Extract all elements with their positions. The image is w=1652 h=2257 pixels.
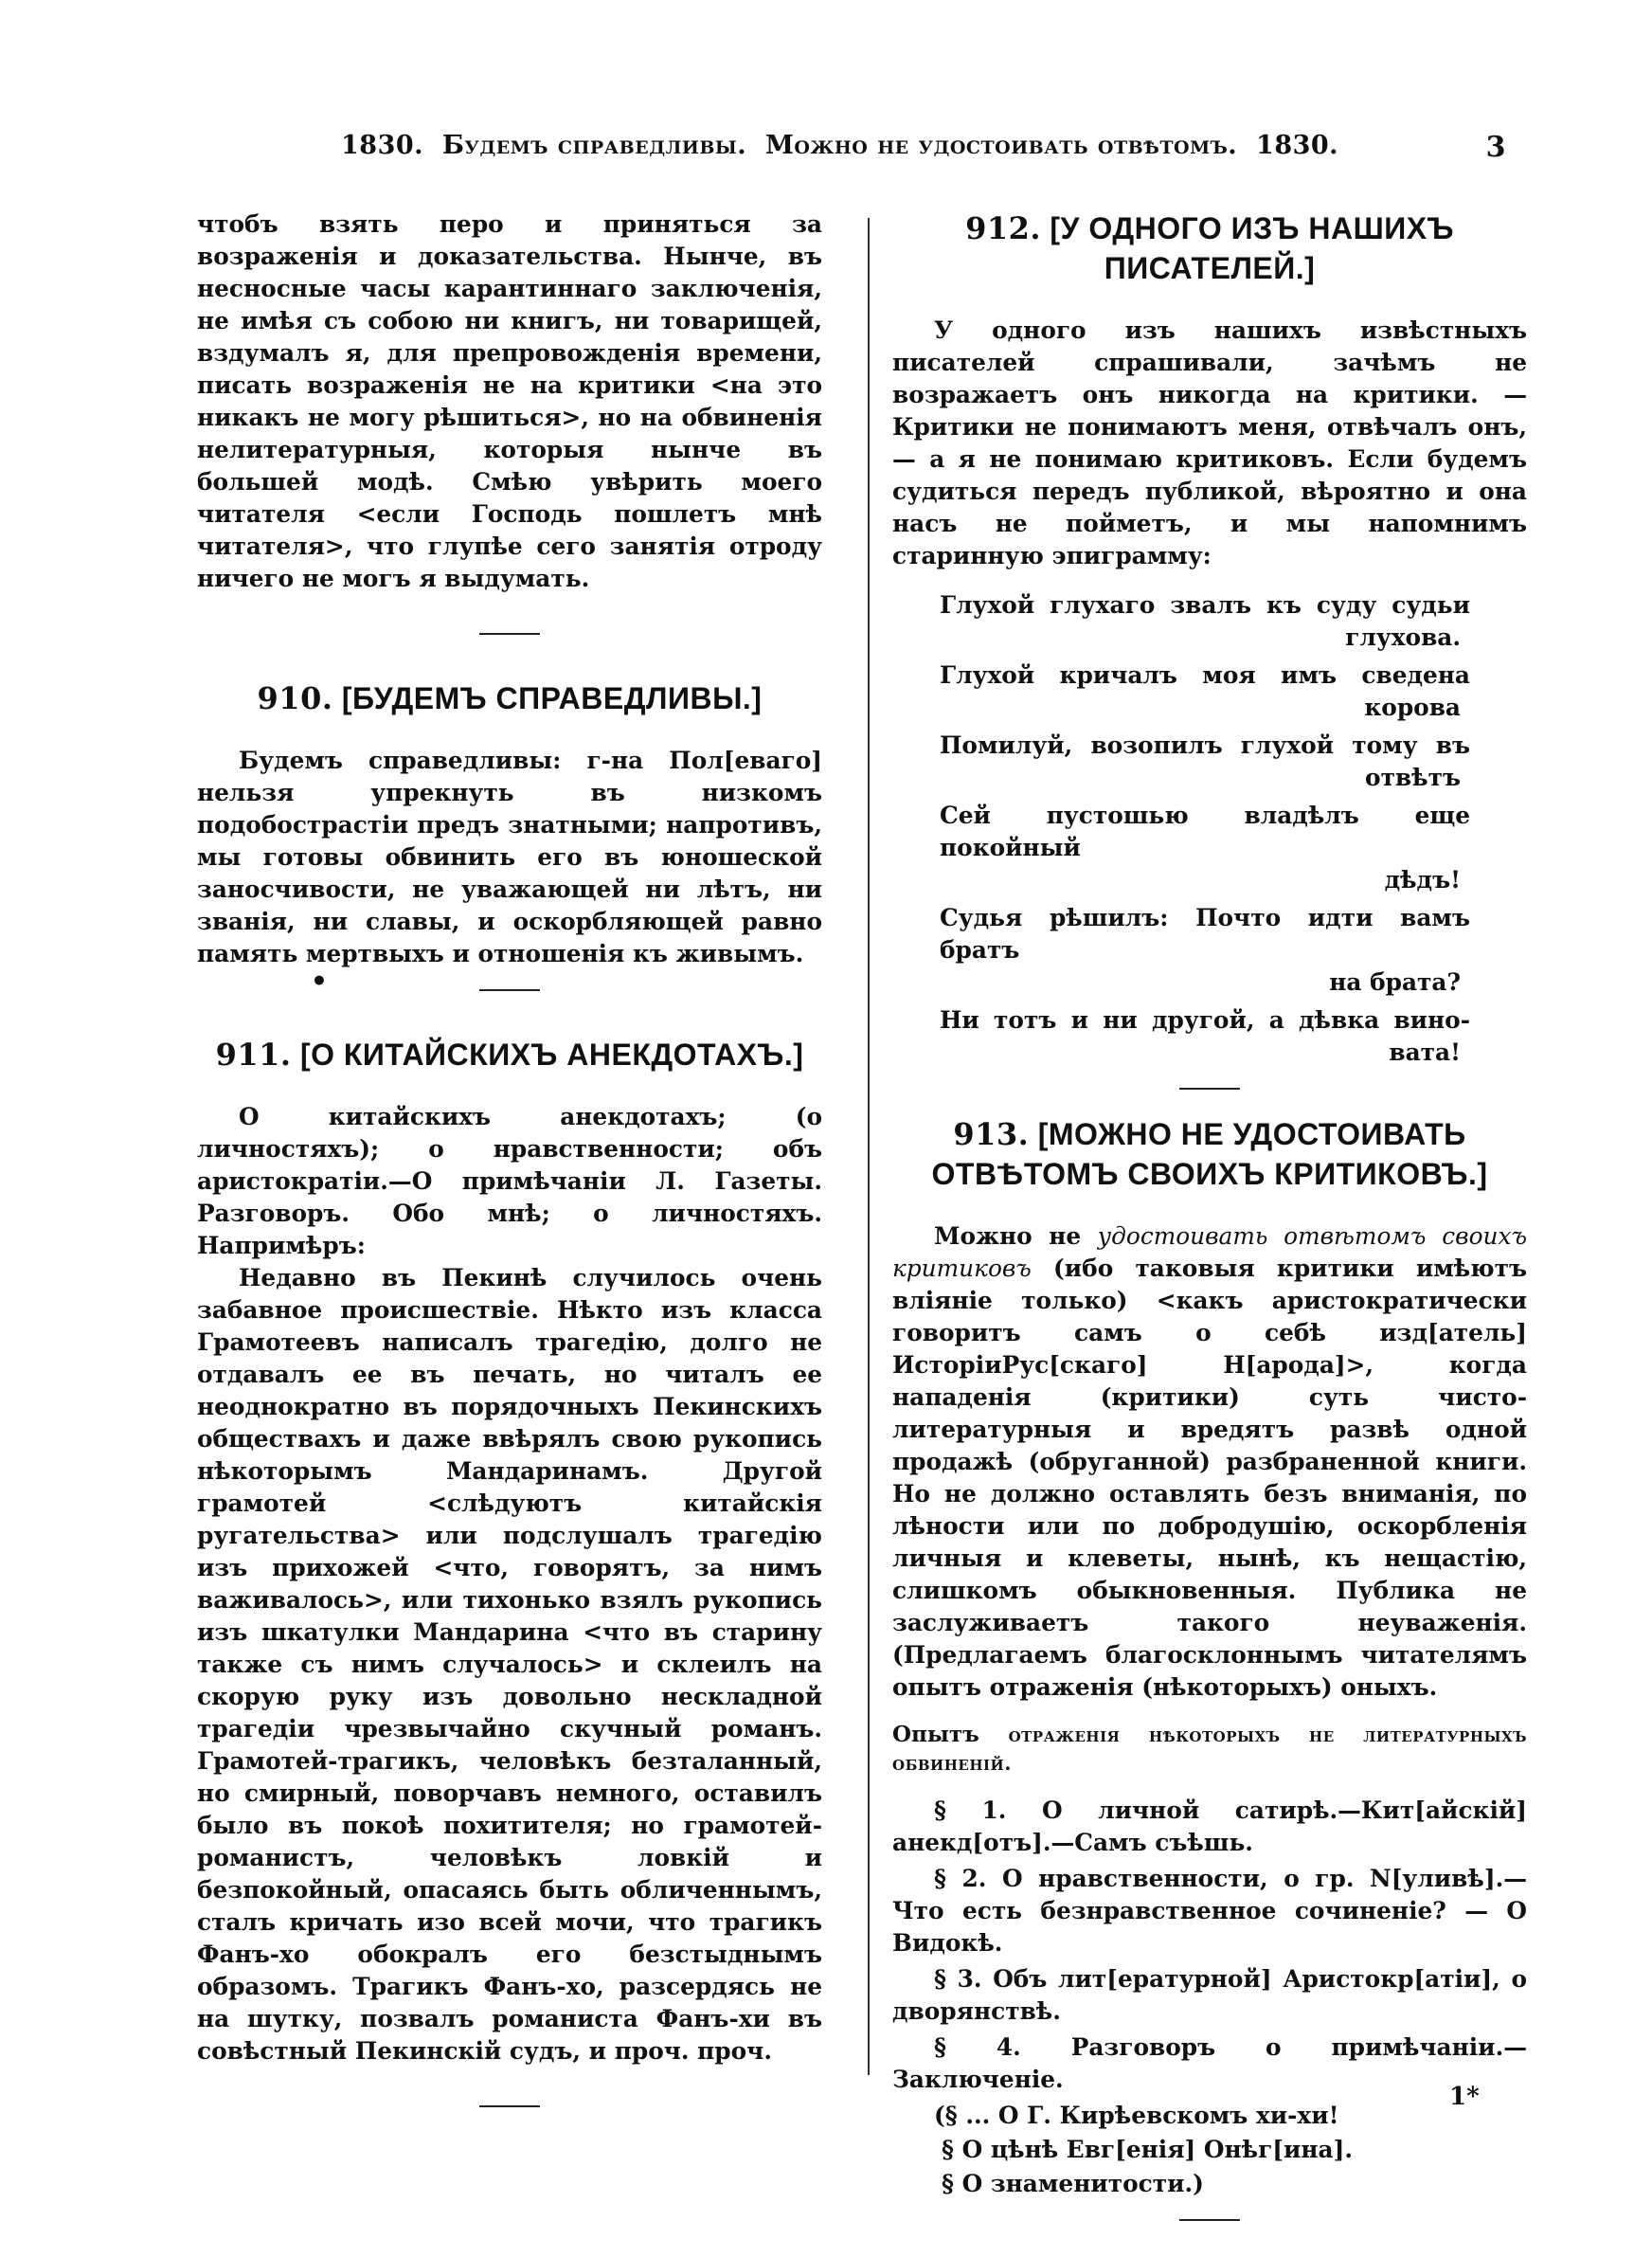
header-title xyxy=(341,131,1338,160)
signature-mark: 1* xyxy=(1449,2083,1480,2111)
poem-line-main: Помилуй, возопилъ глухой тому въ xyxy=(940,731,1470,759)
section-911-story: Недавно въ Пекинѣ случилось очень забавное происшествіе. Нѣкто изъ класса Грамотеевъ написалъ трагедію, долго не отдавалъ ее въ печать, но читалъ ее неоднократно въ порядочныхъ Пекинскихъ обществахъ и даже ввѣрялъ свою рукопись нѣкоторымъ Мандаринамъ. Другой грамотей <слѣдуютъ китайскія ругательства> или подслушалъ трагедію изъ прихожей <что, говорятъ, за нимъ важивалось>, или тихонько взялъ рукопись изъ шкатулки Мандарина <что въ старину также съ нимъ случалось> и склеилъ на скорую руку изъ довольно нескладной трагедіи чрезвычайно скучный романъ. Грамотей-трагикъ, человѣкъ безталанный, но смирный, поворчавъ немного, оставилъ было въ покоѣ похитителя; но грамотей-романистъ, человѣкъ ловкій и безпокойный, опасаясь быть обличеннымъ, сталъ кричать изо всей мочи, что трагикъ Фанъ-хо обокралъ его безстыднымъ образомъ. Трагикъ Фанъ-хо, разсердясь не на шутку, позвалъ романиста Фанъ-хи въ совѣстный Пекинскій судъ, и проч. проч. xyxy=(197,1264,822,2065)
outline-item: § 3. Объ лит[ературной] Аристокр[атіи], о дворянствѣ. xyxy=(892,1965,1527,2025)
poem-line xyxy=(940,659,1470,724)
section-911-title xyxy=(197,1035,822,1074)
section-913-title xyxy=(892,1114,1527,1194)
section-912-number: 912. xyxy=(965,210,1041,246)
section-separator xyxy=(479,989,540,991)
poem-line xyxy=(940,730,1470,794)
section-911-plan: О китайскихъ анекдотахъ; (о личностяхъ); о нравственности; объ аристократіи.—О примѣчаніи Л. Газеты. Разговоръ. Обо мнѣ; о личностяхъ. Напримѣръ: xyxy=(197,1103,822,1259)
poem-line-end: глухова. xyxy=(1345,623,1461,651)
outline-parenthetical xyxy=(934,2100,1527,2200)
poem-line-main: Глухой глухаго звалъ къ суду судьи xyxy=(940,591,1470,619)
section-separator xyxy=(1179,2219,1240,2221)
section-910-number: 910. xyxy=(257,680,333,716)
section-910-text: Будемъ справедливы: г-на Пол[еваго] нельзя упрекнуть въ низкомъ подобострастіи предъ знатными; напротивъ, мы готовы обвинить его въ юношеской заносчивости, не уважающей ни лѣтъ, ни званія, ни славы, и оскорбляющей равно память мертвыхъ и отношенія къ живымъ. xyxy=(197,747,822,967)
poem-line-end: на брата? xyxy=(1329,968,1461,996)
section-separator xyxy=(479,633,540,635)
section-913-text-b: (ибо таковыя критики имѣютъ вліяніе только) <какъ аристократически говоритъ самъ о себѣ изд[атель] ИсторіиРус[скаго] Н[арода]>, когда нападенія (критики) суть чисто-литературныя и вредятъ развѣ одной продажѣ (обруганной) разбраненной книги. Но не должно оставлять безъ вниманія, по лѣности или по добродушію, оскорбленія личныя и клеветы, нынѣ, къ нещастію, слишкомъ обыкновенныя. Публика не заслуживаетъ такого неуваженія. (Предлагаемъ благосклоннымъ читателямъ опытъ отраженія (нѣкоторыхъ) оныхъ. xyxy=(892,1255,1527,1701)
header-title-a: Будемъ справедливы. xyxy=(441,131,747,160)
section-separator xyxy=(1179,1088,1240,1090)
poem-line-main: Глухой кричалъ моя имъ сведена xyxy=(940,661,1470,689)
section-911-heading: [О КИТАЙСКИХЪ АНЕКДОТАХЪ.] xyxy=(299,1038,804,1072)
section-913-text-italic: удостоивать отвѣтомъ своихъ критиковъ xyxy=(892,1222,1528,1282)
subheading-rest: отраженія нѣкоторыхъ не литературныхъ обвиненій. xyxy=(892,1723,1527,1775)
outline-item: § 4. Разговоръ о примѣчаніи.—Заключеніе. xyxy=(892,2033,1527,2093)
outline-paren-item: (§ ... О Г. Кирѣевскомъ хи-хи! xyxy=(934,2102,1339,2129)
poem-line-end: корова xyxy=(1364,694,1461,721)
outline-item: § 1. О личной сатирѣ.—Кит[айскій] анекд[отъ].—Самъ съѣшь. xyxy=(892,1797,1527,1856)
poem-line xyxy=(940,902,1470,999)
header-year-right: 1830. xyxy=(1256,131,1339,160)
poem-line-main: Ни тотъ и ни другой, а дѣвка вино- xyxy=(940,1006,1470,1034)
poem-line xyxy=(940,800,1470,896)
refutation-subheading xyxy=(892,1721,1527,1778)
section-912-heading: [У ОДНОГО ИЗЪ НАШИХЪ ПИСАТЕЛЕЙ.] xyxy=(1050,211,1454,285)
poem-line-main: Сей пустошью владѣлъ еще покойный xyxy=(940,802,1470,861)
intro-paragraph: чтобъ взять перо и приняться за возраженія и доказательства. Нынче, въ несносные часы карантиннаго заключенія, не имѣя съ собою ни книгъ, ни товарищей, вздумалъ я, для препровожденія времени, писать возраженія не на критики <на это никакъ не могу рѣшиться>, но на обвиненія нелитературныя, которыя нынче въ большей модѣ. Смѣю увѣрить моего читателя <если Господь пошлетъ мнѣ читателя>, что глупѣе сего занятія отроду ничего не могъ я выдумать. xyxy=(197,210,822,592)
header-title-b: Можно не удостоивать отвѣтомъ. xyxy=(764,131,1238,160)
subheading-word: Опытъ xyxy=(892,1722,979,1747)
section-913-text xyxy=(892,1220,1527,1704)
section-913-text-a: Можно не xyxy=(934,1222,1082,1250)
poem-line-end: отвѣтъ xyxy=(1365,764,1461,791)
column-divider xyxy=(868,218,870,2075)
poem-line-main: Судья рѣшилъ: Почто идти вамъ братъ xyxy=(940,904,1470,964)
running-header xyxy=(199,131,1506,172)
section-913-heading: [МОЖНО НЕ УДОСТОИВАТЬ ОТВѢТОМЪ СВОИХЪ КРИТИКОВЪ.] xyxy=(931,1117,1488,1191)
section-910-heading: [БУДЕМЪ СПРАВЕДЛИВЫ.] xyxy=(341,681,763,715)
outline-item: § 2. О нравственности, о гр. N[уливѣ].— Что есть безнравственное сочиненіе? — О Видокѣ. xyxy=(892,1865,1527,1957)
outline-paren-item: § О знаменитости.) xyxy=(942,2170,1204,2197)
poem-line xyxy=(940,1004,1470,1069)
section-separator xyxy=(479,2105,540,2107)
stray-dot: • xyxy=(311,966,328,997)
section-910-title xyxy=(197,678,822,718)
outline-paren-item: § О цѣнѣ Евг[енія] Онѣг[ина]. xyxy=(942,2136,1353,2163)
poem-line-end: вата! xyxy=(1389,1038,1461,1066)
section-913-number: 913. xyxy=(953,1116,1030,1152)
right-column xyxy=(892,208,1527,2246)
poem-line-end: дѣдъ! xyxy=(1384,866,1461,894)
epigram-poem xyxy=(940,589,1470,1069)
left-column xyxy=(197,208,822,2151)
section-911-number: 911. xyxy=(215,1037,292,1073)
section-912-text: У одного изъ нашихъ извѣстныхъ писателей спрашивали, зачѣмъ не возражаетъ онъ никогда на критики. — Критики не понимаютъ меня, отвѣчалъ онъ, — а я не понимаю критиковъ. Если будемъ судиться передъ публикой, вѣроятно и она насъ не пойметъ, и мы напомнимъ старинную эпиграмму: xyxy=(892,316,1527,569)
section-912-title xyxy=(892,208,1527,288)
page-number: 3 xyxy=(1485,131,1506,164)
header-year-left: 1830. xyxy=(341,131,424,160)
poem-line xyxy=(940,589,1470,654)
